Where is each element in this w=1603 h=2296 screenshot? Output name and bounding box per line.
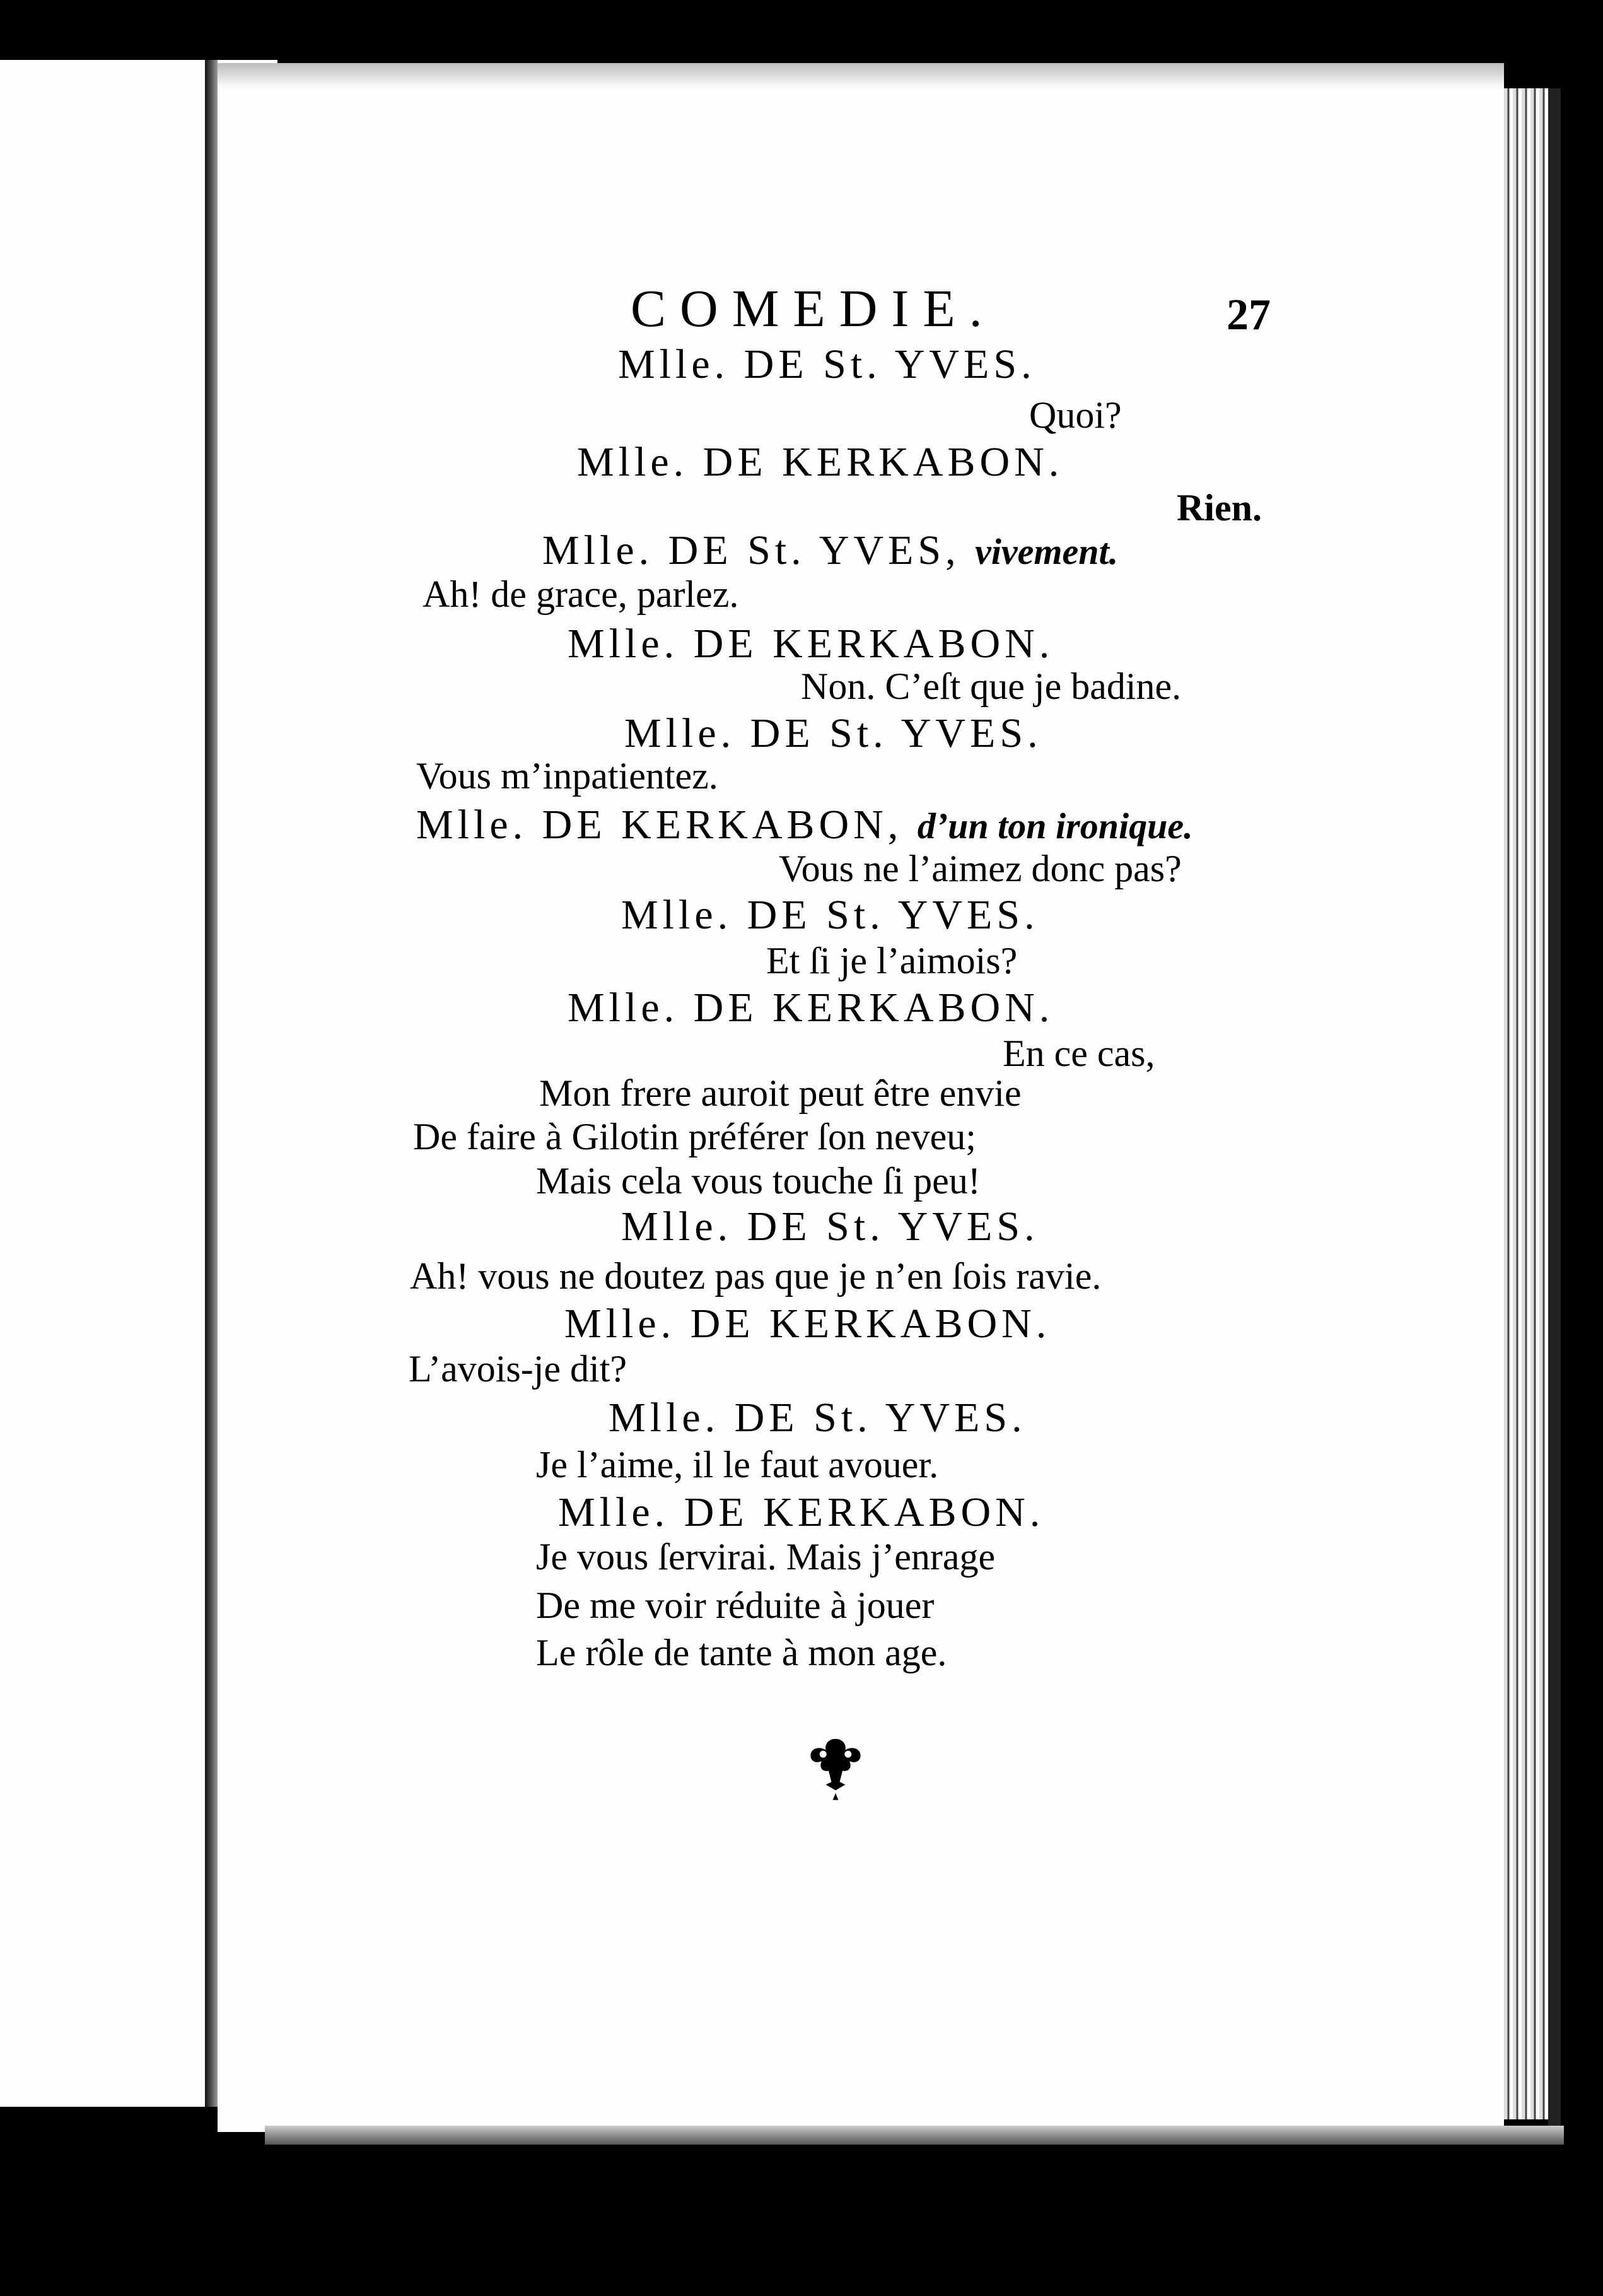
page-bottom-edge <box>265 2126 1564 2145</box>
page-stack-edges <box>1504 88 1554 2119</box>
dialogue-line: Ah! vous ne doutez pas que je n’en ſois ravie. <box>410 1255 1102 1297</box>
page-top-shadow <box>218 63 1504 88</box>
dialogue-line: Vous m’inpatientez. <box>416 755 718 797</box>
dialogue-line: En ce cas, <box>1003 1033 1155 1074</box>
page-stack-shadow <box>1548 88 1561 2126</box>
speaker-heading: Mlle. DE KERKABON. <box>568 621 1054 667</box>
speaker-name: Mlle. DE St. YVES, <box>542 527 960 573</box>
fleuron-ornament-icon <box>801 1733 870 1803</box>
speaker-heading: Mlle. DE KERKABON. <box>577 439 1064 485</box>
dialogue-line: Mais cela vous touche ſi peu! <box>536 1160 981 1202</box>
dialogue-line: De faire à Gilotin préférer ſon neveu; <box>413 1116 976 1157</box>
dialogue-line: Ah! de grace, parlez. <box>423 573 739 615</box>
speaker-heading: Mlle. DE St. YVES. <box>609 1395 1027 1441</box>
dialogue-line: Non. C’eſt que je badine. <box>801 665 1182 707</box>
speaker-heading: Mlle. DE KERKABON. <box>564 1301 1051 1347</box>
speaker-heading: Mlle. DE St. YVES. <box>621 1204 1039 1250</box>
dialogue-line: Mon frere auroit peut être envie <box>539 1072 1022 1114</box>
page-number: 27 <box>1227 291 1271 339</box>
running-head: COMEDIE. <box>631 279 996 338</box>
speaker-heading <box>542 527 1119 573</box>
speaker-heading <box>416 804 1193 846</box>
speaker-heading: Mlle. DE KERKABON. <box>558 1489 1045 1535</box>
dialogue-line: Vous ne l’aimez donc pas? <box>779 848 1182 889</box>
dialogue-line: Le rôle de tante à mon age. <box>536 1632 947 1673</box>
dialogue-line: Rien. <box>1177 487 1262 529</box>
dialogue-line: Quoi? <box>1029 394 1122 436</box>
dialogue-line: L’avois-je dit? <box>409 1348 627 1390</box>
speaker-heading: Mlle. DE St. YVES. <box>618 341 1036 387</box>
gutter-shadow <box>205 60 218 2107</box>
dialogue-line: De me voir réduite à jouer <box>536 1584 935 1626</box>
speaker-heading: Mlle. DE KERKABON. <box>568 985 1054 1031</box>
stage-direction: d’un ton ironique. <box>917 805 1193 846</box>
dialogue-line: Je vous ſervirai. Mais j’enrage <box>536 1536 996 1578</box>
stage-direction: vivement. <box>975 531 1119 572</box>
dialogue-line: Et ſi je l’aimois? <box>766 940 1018 981</box>
speaker-heading: Mlle. DE St. YVES. <box>624 710 1042 756</box>
speaker-heading: Mlle. DE St. YVES. <box>621 892 1039 938</box>
speaker-name: Mlle. DE KERKABON, <box>416 802 903 848</box>
dialogue-line: Je l’aime, il le faut avouer. <box>536 1444 939 1485</box>
